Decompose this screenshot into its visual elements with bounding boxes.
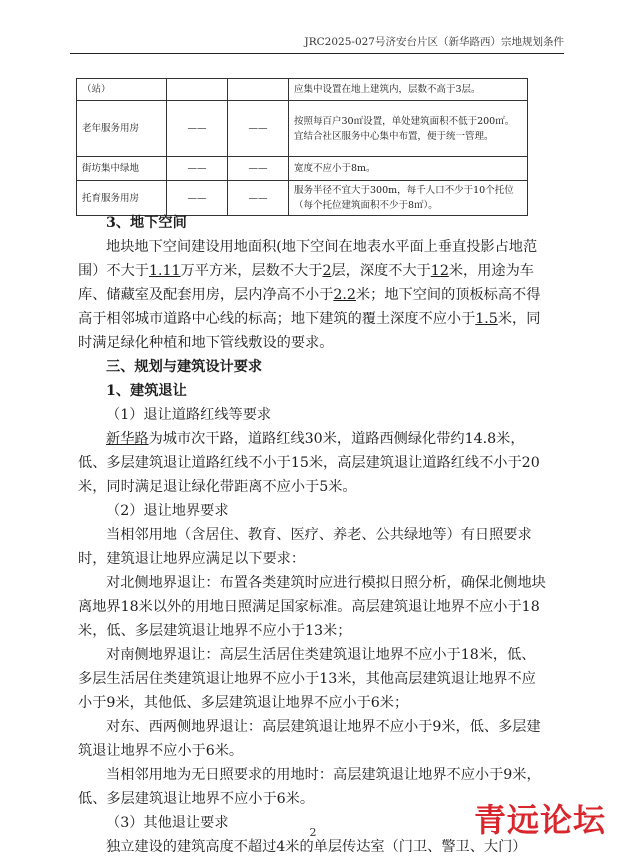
underlined-value: 1.5 [475,311,498,327]
paragraph: 对东、西两侧地界退让：高层建筑退让地界不应小于9米，低、多层建筑退让地界不应小于6米。 [78,719,541,759]
table-cell: 宽度不应小于8m。 [289,157,528,181]
subsection-heading: 1、建筑退让 [106,383,187,399]
underlined-value: 2 [322,263,332,279]
paragraph: 对南侧地界退让：高层生活居住类建筑退让地界不应小于18米，低、多层生活居住类建筑退让地界不应小于13米，其他高层建筑退让地界不应小于9米，其他低、多层建筑退让地界不应小于6米； [78,647,536,711]
page-number: 2 [309,826,317,839]
table-cell: —— [228,101,289,157]
section-heading: 三、规划与建筑设计要求 [106,359,263,375]
road-name: 新华路 [106,431,149,447]
table-row [77,101,528,157]
item-heading: （3）其他退让要求 [106,815,229,831]
paragraph: 对北侧地界退让：布置各类建筑时应进行模拟日照分析，确保北侧地块离地界18米以外的用地日照满足国家标准。高层建筑退让地界不应小于18米，低、多层建筑退让地界不应小于13米； [78,575,546,639]
page-header: JRC2025-027号济安台片区（新华路西）宗地规划条件 [304,36,564,48]
paragraph: 地块地下空间建设用地面积(地下空间在地表水平面上垂直投影占地范围）不大于1.11万平方米，层数不大于2层，深度不大于12米，用途为车库、储藏室及配套用房，层内净高不小于2.2米；地下空间的顶板标高不得高于相邻城市道路中心线的标高；地下建筑的覆土深度不应小于1.5米，同时满足绿化种植和地下管线敷设的要求。 [78,239,541,351]
table-row [77,79,528,101]
section-heading: 3、地下空间 [106,215,187,231]
table-cell: —— [167,101,228,157]
watermark-logo: 青远论坛 [473,801,606,839]
table-cell [228,79,289,101]
item-heading: （1）退让道路红线等要求 [106,407,272,423]
table-cell: 托育服务用房 [77,181,167,216]
underlined-value: 1.11 [148,263,181,279]
item-heading: （2）退让地界要求 [106,503,229,519]
paragraph: 当相邻用地（含居住、教育、医疗、养老、公共绿地等）有日照要求时，建筑退让地界应满足以下要求： [78,527,532,567]
paragraph: 新华路为城市次干路，道路红线30米，道路西侧绿化带约14.8米，低、多层建筑退让道路红线不小于15米，高层建筑退让道路红线不小于20米，同时满足退让绿化带距离不应小于5米。 [78,431,540,495]
body-text [78,211,548,859]
table-cell: 应集中设置在地上建筑内，层数不高于3层。 [289,79,528,101]
table-cell: —— [167,157,228,181]
table-cell [167,79,228,101]
underlined-value: 12 [430,263,449,279]
paragraph: 独立建设的建筑高度不超过4米的单层传达室（门卫、警卫、大门） [106,839,527,855]
table-cell: （站） [77,79,167,101]
table-cell: 街坊集中绿地 [77,157,167,181]
table-cell: 按照每百户30㎡设置，单处建筑面积不低于200㎡。宜结合社区服务中心集中布置，便于统一管理。 [289,101,528,157]
table-cell: —— [228,157,289,181]
table-cell: 老年服务用房 [77,101,167,157]
table-cell: —— [228,181,289,216]
conditions-table [76,78,528,216]
paragraph: 当相邻用地为无日照要求的用地时：高层建筑退让地界不应小于9米，低、多层建筑退让地界不应小于6米。 [78,767,541,807]
header-rule [70,53,564,54]
table-cell: —— [167,181,228,216]
table-cell: 服务半径不宜大于300m，每千人口不少于10个托位（每个托位建筑面积不少于8㎡）。 [289,181,528,216]
underlined-value: 2.2 [333,287,356,303]
table-row [77,157,528,181]
